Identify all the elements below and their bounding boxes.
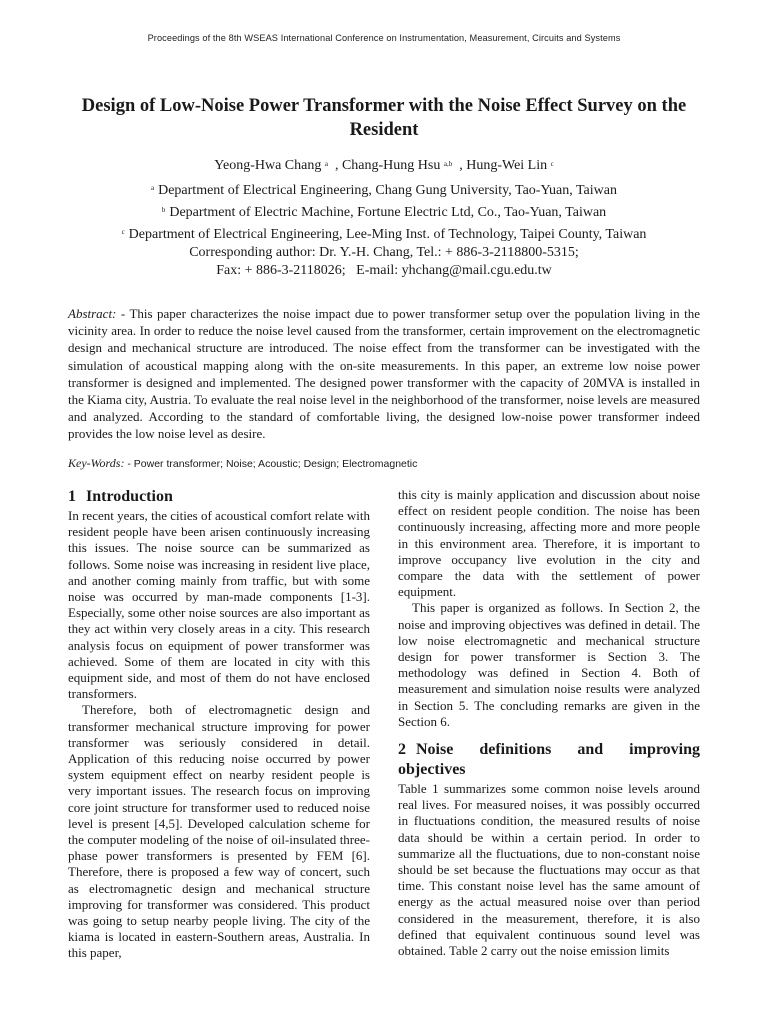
affiliation-text: Department of Electrical Engineering, Lee-Ming Inst. of Technology, Taipei County, Taiwan — [128, 227, 647, 242]
contact-line: Fax: + 886-3-2118026; E-mail: yhchang@mail.cgu.edu.tw — [216, 263, 552, 278]
affiliation-text: Department of Electrical Engineering, Chang Gung University, Tao-Yuan, Taiwan — [158, 183, 617, 198]
paragraph: Therefore, both of electromagnetic design and transformer mechanical structure improving for power transformer was seriously considered in detail. Application of this reducing noise occurred by power system equipment effect on nearby resident people is very important issues. The research focus on improving core joint structure for transformer used to reduced noise level is present [4,5]. Developed calculation scheme for the computer modeling of the noise of oil-insulated three-phase power transformers is presented by FEM [6]. Therefore, there is proposed a few way of concert, such as electromagnetic design and mechanical structure improving for transformer was considered. This product was going to setup nearby people living. The city of the kiama is located in eastern-Southern areas, Australia. In this paper, — [68, 702, 370, 961]
left-column — [68, 487, 370, 962]
abstract-text: - This paper characterizes the noise impact due to power transformer setup over the population living in the vicinity area. In order to reduce the noise level caused from the transformer, certain improvement on the electromagnetic design and mechanical structure are introduced. The noise effect from the transformer can be investigated with the simulation of acoustical mapping along with the on-site measurements. In this paper, an extreme low noise power transformer is designed and implemented. The designed power transformer with the capacity of 20MVA is installed in the Kiama city, Austria. To evaluate the real noise level in the neighborhood of the transformer, noise levels are measured and analyzed. According to the standard of comfortable living, the designed low-noise power transformer indeed provides the low noise level as desire. — [68, 306, 700, 442]
affiliation-text: Department of Electric Machine, Fortune Electric Ltd, Co., Tao-Yuan, Taiwan — [169, 205, 607, 220]
author-affil-mark: a — [324, 160, 328, 168]
section-heading-noise-definitions — [398, 740, 700, 780]
author-name: Yeong-Hwa Chang — [214, 158, 322, 173]
author-name: Chang-Hung Hsu — [341, 158, 441, 173]
abstract-label: Abstract: — [68, 306, 117, 321]
corresponding-author: Corresponding author: Dr. Y.-H. Chang, Tel.: + 886-3-2118800-5315; — [189, 245, 579, 260]
paragraph: This paper is organized as follows. In Section 2, the noise and improving objectives was defined in detail. The low noise electromagnetic and mechanical structure design for power transformer is Section 3. The methodology was defined in Section 4. Both of measurement and simulation noise results were analyzed in Section 5. The concluding remarks are given in the Section 6. — [398, 600, 700, 729]
affiliation-b — [0, 204, 768, 222]
author-affil-mark: c — [550, 160, 554, 168]
affiliation-mark: a — [151, 184, 155, 192]
keywords-label: Key-Words: — [68, 456, 125, 470]
paragraph: Table 1 summarizes some common noise levels around real lives. For measured noises, it was possibly occurred in fluctuations condition, the measured results of noise data should be within a certain period. In order to summarize all the fluctuations, due to non-constant noise should be set because the fluctuations may occur as that time. This constant noise level has the same amount of energy as the actual measured noise over than period considered in the measurement, therefore, it is also defined that equivalent continuous sound level was obtained. Table 2 carry out the noise emission limits — [398, 781, 700, 959]
affiliation-mark: c — [121, 228, 125, 236]
section-title: Introduction — [86, 488, 173, 505]
right-column — [398, 487, 700, 959]
section-number: 1 — [68, 488, 76, 505]
affiliation-c — [0, 226, 768, 244]
section-title: Noise definitions and improving objectives — [398, 741, 700, 779]
running-header: Proceedings of the 8th WSEAS International Conference on Instrumentation, Measurement, Circuits and Systems — [147, 33, 621, 43]
section-number: 2 — [398, 741, 406, 759]
affiliation-a — [0, 182, 768, 200]
author-affil-mark: a,b — [443, 160, 453, 168]
keywords-text: - Power transformer; Noise; Acoustic; Design; Electromagnetic — [124, 458, 418, 470]
author-name: Hung-Wei Lin — [466, 158, 548, 173]
paragraph: In recent years, the cities of acoustical comfort relate with resident people have been arisen continuously increasing this issues. The noise source can be summarized as follows. Some noise was increasing in resident live place, and another coming mainly from traffic, but with some noise was occurred by man-made components [1-3]. Especially, some other noise sources are also important as they act within very closely areas in a city. This research analysis focus on equipment of power transformer was achieved. Some of them are located in city with this equipment side, and most of them do not have enclosed transformers. — [68, 508, 370, 702]
author-line: Yeong-Hwa Chang $^a$ , Chang-Hung Hsu $^{a,b}$ , Hung-Wei Lin $^c$ — [214, 158, 554, 173]
paragraph: this city is mainly application and discussion about noise effect on resident people condition. The noise has been continuously increasing, affecting more and more people in this environment area. Therefore, it is important to improve occupancy live evolution in the city and compare the data with the settlement of power equipment. — [398, 487, 700, 600]
abstract — [68, 305, 700, 443]
paper-title: Design of Low-Noise Power Transformer with the Noise Effect Survey on the Resident — [81, 96, 687, 140]
affiliation-mark: b — [161, 206, 166, 214]
section-heading-introduction — [68, 487, 370, 507]
keywords — [68, 456, 700, 471]
